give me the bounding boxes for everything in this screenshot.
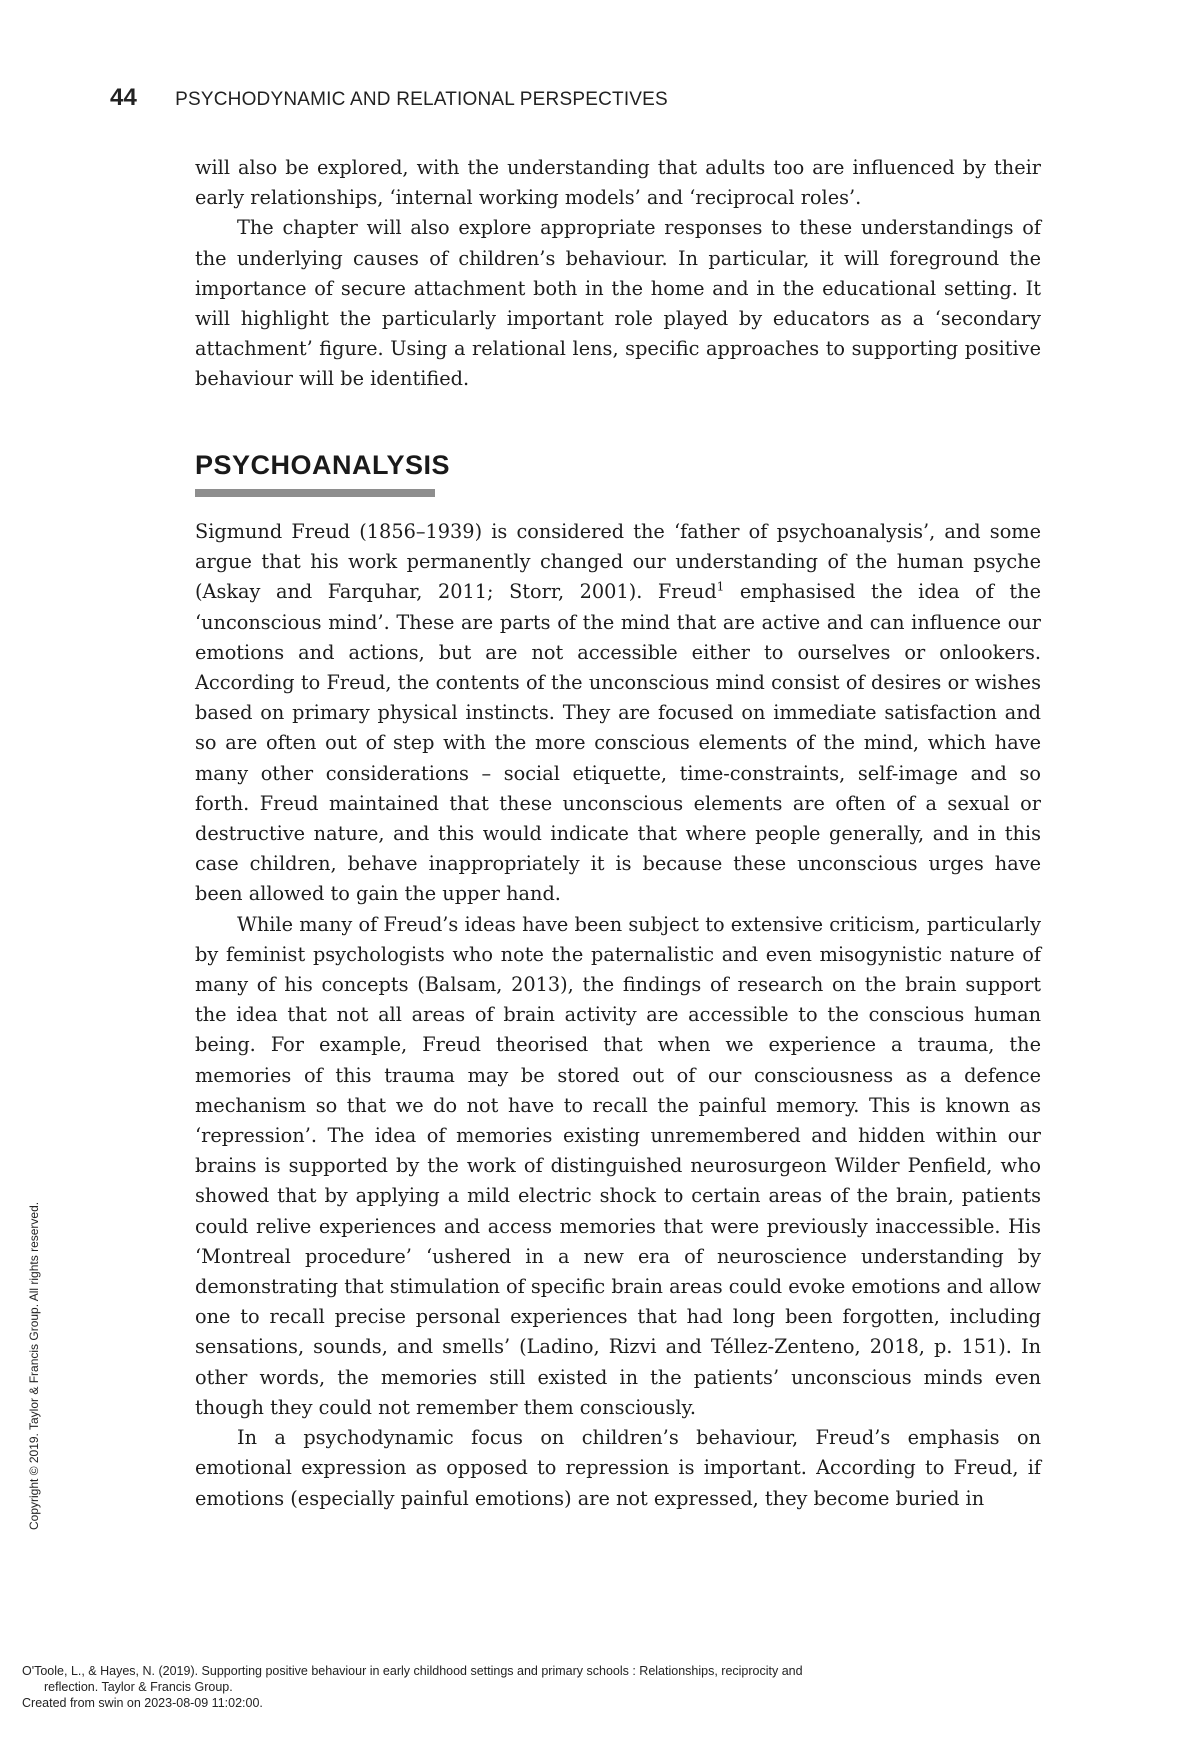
footnote-marker[interactable]: 1 bbox=[716, 579, 725, 594]
side-copyright-notice: Copyright © 2019. Taylor & Francis Group. All rights reserved. bbox=[27, 1201, 41, 1530]
intro-text-block bbox=[195, 153, 1041, 395]
running-header bbox=[110, 84, 668, 112]
page-number: 44 bbox=[110, 84, 138, 111]
intro-paragraph-2: The chapter will also explore appropriate responses to these understandings of the underlying causes of children’s behaviour. In particular, it will foreground the importance of secure attachment both in the home and in the educational setting. It will highlight the particularly important role played by educators as a ‘secondary attachment’ figure. Using a relational lens, specific approaches to supporting positive behaviour will be identified. bbox=[195, 216, 1041, 391]
paragraph-1-text-start: Sigmund Freud (1856–1939) is considered the ‘father of psychoanalysis’, and some argue that his work permanently changed our understanding of the human psyche (Askay and Farquhar, 2011; Storr, 2001). Freud bbox=[195, 520, 1041, 604]
intro-paragraph-1: will also be explored, with the understanding that adults too are influenced by their early relationships, ‘internal working models’ and ‘reciprocal roles’. bbox=[195, 156, 1041, 210]
section-text-block bbox=[195, 517, 1041, 1514]
section-heading: PSYCHOANALYSIS bbox=[195, 450, 451, 480]
section-paragraph-1 bbox=[195, 517, 1041, 910]
section-heading-block bbox=[195, 450, 450, 497]
heading-underline-rule bbox=[195, 489, 435, 497]
citation-footer bbox=[22, 1663, 962, 1711]
citation-line-2: reflection. Taylor & Francis Group. bbox=[44, 1680, 233, 1694]
section-paragraph-2: While many of Freud’s ideas have been subject to extensive criticism, particularly by feminist psychologists who note the paternalistic and even misogynistic nature of many of his concepts (Balsam, 2013), the findings of research on the brain support the idea that not all areas of brain activity are accessible to the conscious human being. For example, Freud theorised that when we experience a trauma, the memories of this trauma may be stored out of our consciousness as a defence mechanism so that we do not have to recall the painful memory. This is known as ‘repression’. The idea of memories existing unremembered and hidden within our brains is supported by the work of distinguished neurosurgeon Wilder Penfield, who showed that by applying a mild electric shock to certain areas of the brain, patients could relive experiences and access memories that were previously inaccessible. His ‘Montreal procedure’ ‘ushered in a new era of neuroscience understanding by demonstrating that stimulation of specific brain areas could evoke emotions and allow one to recall precise personal experiences that had long been forgotten, including sensations, sounds, and smells’ (Ladino, Rizvi and Téllez-Zenteno, 2018, p. 151). In other words, the memories still existed in the patients’ unconscious minds even though they could not remember them consciously. bbox=[195, 912, 1041, 1419]
running-title: PSYCHODYNAMIC AND RELATIONAL PERSPECTIVES bbox=[175, 89, 668, 110]
paragraph-1-text-end: emphasised the idea of the ‘unconscious mind’. These are parts of the mind that are active and can influence our emotions and actions, but are not accessible either to ourselves or onlookers. According to Freud, the contents of the unconscious mind consist of desires or wishes based on primary physical instincts. They are focused on immediate satisfaction and so are often out of step with the more conscious elements of the mind, which have many other considerations – social etiquette, time-constraints, self-image and so forth. Freud maintained that these unconscious elements are often of a sexual or destructive nature, and this would indicate that where people generally, and in this case children, behave inappropriately it is because these unconscious urges have been allowed to gain the upper hand. bbox=[195, 580, 1041, 906]
created-timestamp: Created from swin on 2023-08-09 11:02:00. bbox=[22, 1696, 263, 1710]
section-paragraph-3: In a psychodynamic focus on children’s behaviour, Freud’s emphasis on emotional expression as opposed to repression is important. According to Freud, if emotions (especially painful emotions) are not expressed, they become buried in bbox=[195, 1426, 1041, 1510]
citation-line-1: O'Toole, L., & Hayes, N. (2019). Supporting positive behaviour in early childhood settings and primary schools : Relationships, reciprocity and bbox=[22, 1664, 803, 1678]
